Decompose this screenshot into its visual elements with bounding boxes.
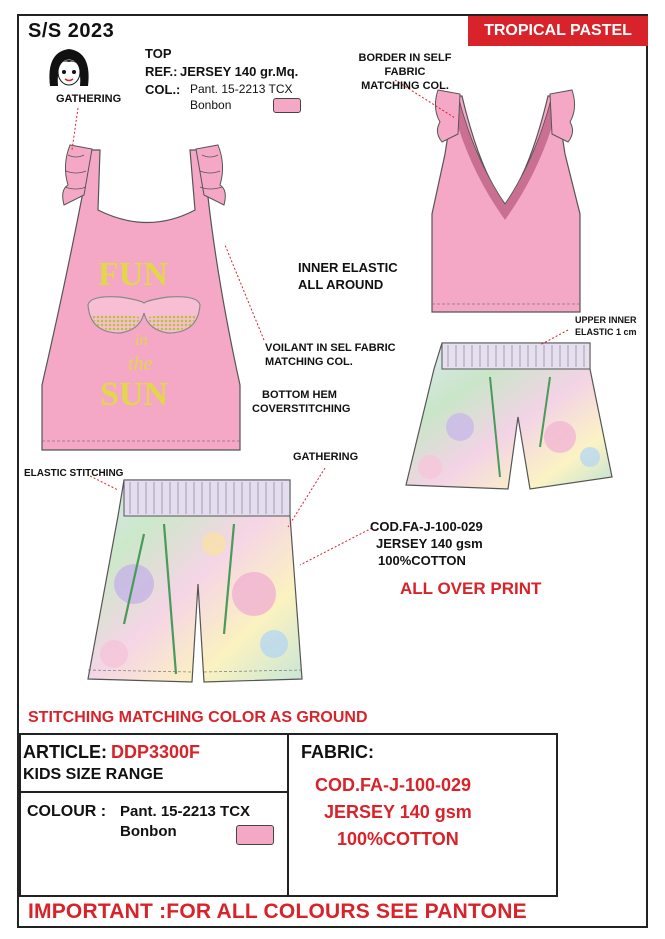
gathering-logo-label: GATHERING	[56, 93, 122, 105]
inner-elastic-callout: INNER ELASTIC ALL AROUND	[298, 260, 398, 292]
elastic-stitching-callout: ELASTIC STITCHING	[24, 468, 124, 479]
col-value: Pant. 15-2213 TCX	[190, 82, 293, 96]
col-value-name: Bonbon	[190, 98, 232, 112]
print-word-sun: SUN	[100, 376, 169, 413]
col-label: COL.:	[145, 82, 181, 97]
fabric-code-callout: COD.FA-J-100-029 JERSEY 140 gsm 100%COTTON	[370, 519, 483, 568]
print-word-fun: FUN	[98, 256, 168, 293]
gathering-shorts-callout: GATHERING	[293, 451, 359, 463]
theme-banner: TROPICAL PASTEL	[468, 16, 648, 46]
colour-swatch	[236, 825, 274, 845]
bottom-hem-callout: BOTTOM HEM COVERSTITCHING	[252, 389, 351, 415]
voilant-callout: VOILANT IN SEL FABRIC MATCHING COL.	[265, 342, 396, 368]
fabric-weight: JERSEY 140 gsm	[324, 802, 472, 822]
ref-value: JERSEY 140 gr.Mq.	[180, 64, 299, 79]
item-label: TOP	[145, 46, 172, 61]
size-range-label: KIDS SIZE RANGE	[23, 766, 164, 783]
fabric-code: COD.FA-J-100-029	[315, 775, 472, 795]
fabric-composition: 100%COTTON	[337, 829, 459, 849]
border-callout: BORDER IN SELF FABRIC MATCHING COL.	[358, 52, 452, 92]
article-label: ARTICLE:	[23, 742, 107, 762]
colour-label: COLOUR :	[27, 803, 107, 820]
all-over-print-label: ALL OVER PRINT	[400, 579, 542, 598]
season-label: S/S 2023	[28, 20, 115, 42]
print-word-the: the	[128, 353, 153, 375]
print-word-in: in	[135, 332, 148, 349]
ref-label: REF.:	[145, 64, 178, 79]
stitching-note: STITCHING MATCHING COLOR AS GROUND	[28, 709, 368, 726]
footer-notice: IMPORTANT :FOR ALL COLOURS SEE PANTONE	[28, 900, 527, 923]
fabric-label: FABRIC:	[301, 742, 374, 762]
upper-elastic-callout: UPPER INNER ELASTIC 1 cm	[575, 315, 637, 337]
colour-name: Bonbon	[120, 823, 177, 840]
colour-value: Pant. 15-2213 TCX	[120, 803, 251, 820]
article-value: DDP3300F	[111, 742, 201, 762]
